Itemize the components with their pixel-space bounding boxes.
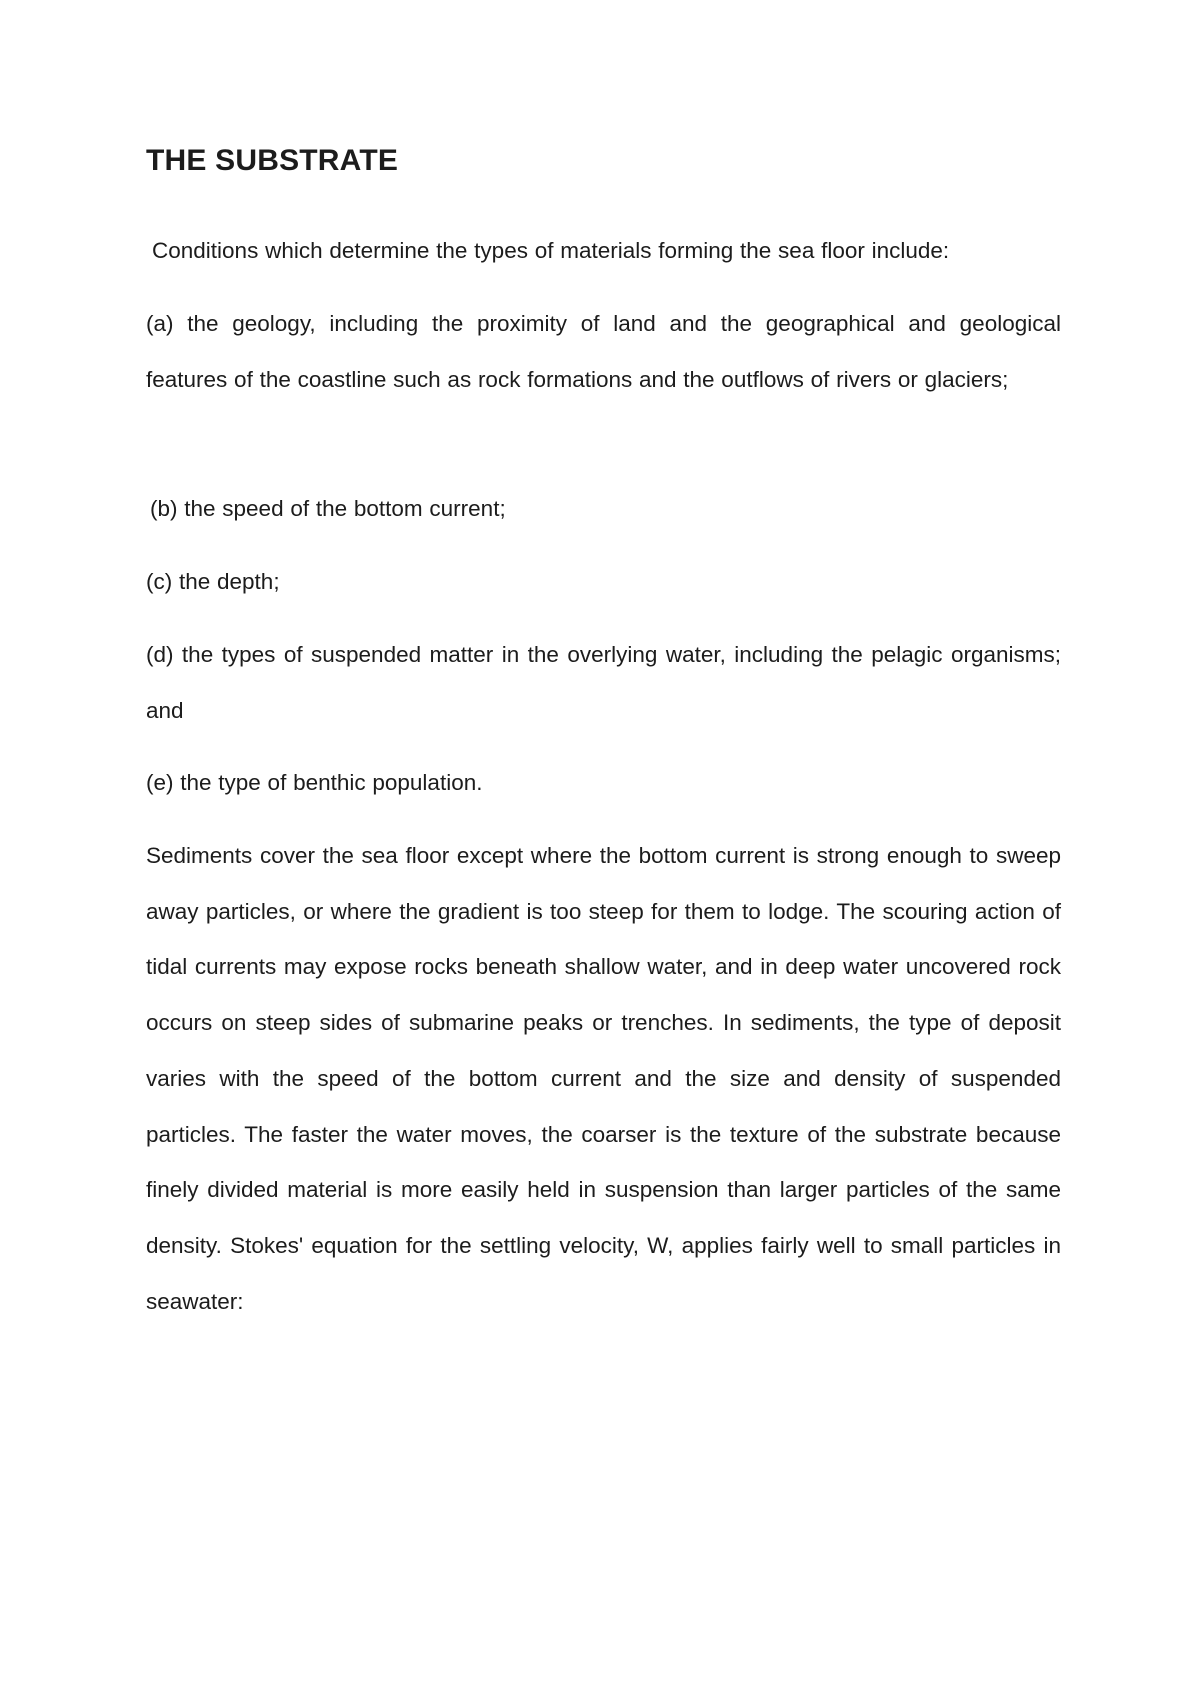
intro-paragraph: Conditions which determine the types of materials forming the sea floor include: — [152, 238, 950, 263]
list-item-a: (a) the geology, including the proximity of land and the geographical and geological features of the coastline such as rock formations and the outflows of rivers or glaciers; — [146, 311, 1061, 392]
list-item-e: (e) the type of benthic population. — [146, 770, 483, 795]
list-item-b: (b) the speed of the bottom current; — [150, 496, 506, 521]
body-paragraph: Sediments cover the sea floor except where the bottom current is strong enough to sweep away particles, or where the gradient is too steep for them to lodge. The scouring action of tidal currents may expose rocks beneath shallow water, and in deep water uncovered rock occurs on steep sides of submarine peaks or trenches. In sediments, the type of deposit varies with the speed of the bottom current and the size and density of suspended particles. The faster the water moves, the coarser is the texture of the substrate because finely divided material is more easily held in suspension than larger particles of the same density. Stokes' equation for the settling velocity, W, applies fairly well to small particles in seawater: — [146, 843, 1061, 1314]
list-item-c: (c) the depth; — [146, 569, 280, 594]
document-title: THE SUBSTRATE — [146, 144, 399, 177]
list-item-d: (d) the types of suspended matter in the overlying water, including the pelagic organisms; and — [146, 642, 1061, 723]
